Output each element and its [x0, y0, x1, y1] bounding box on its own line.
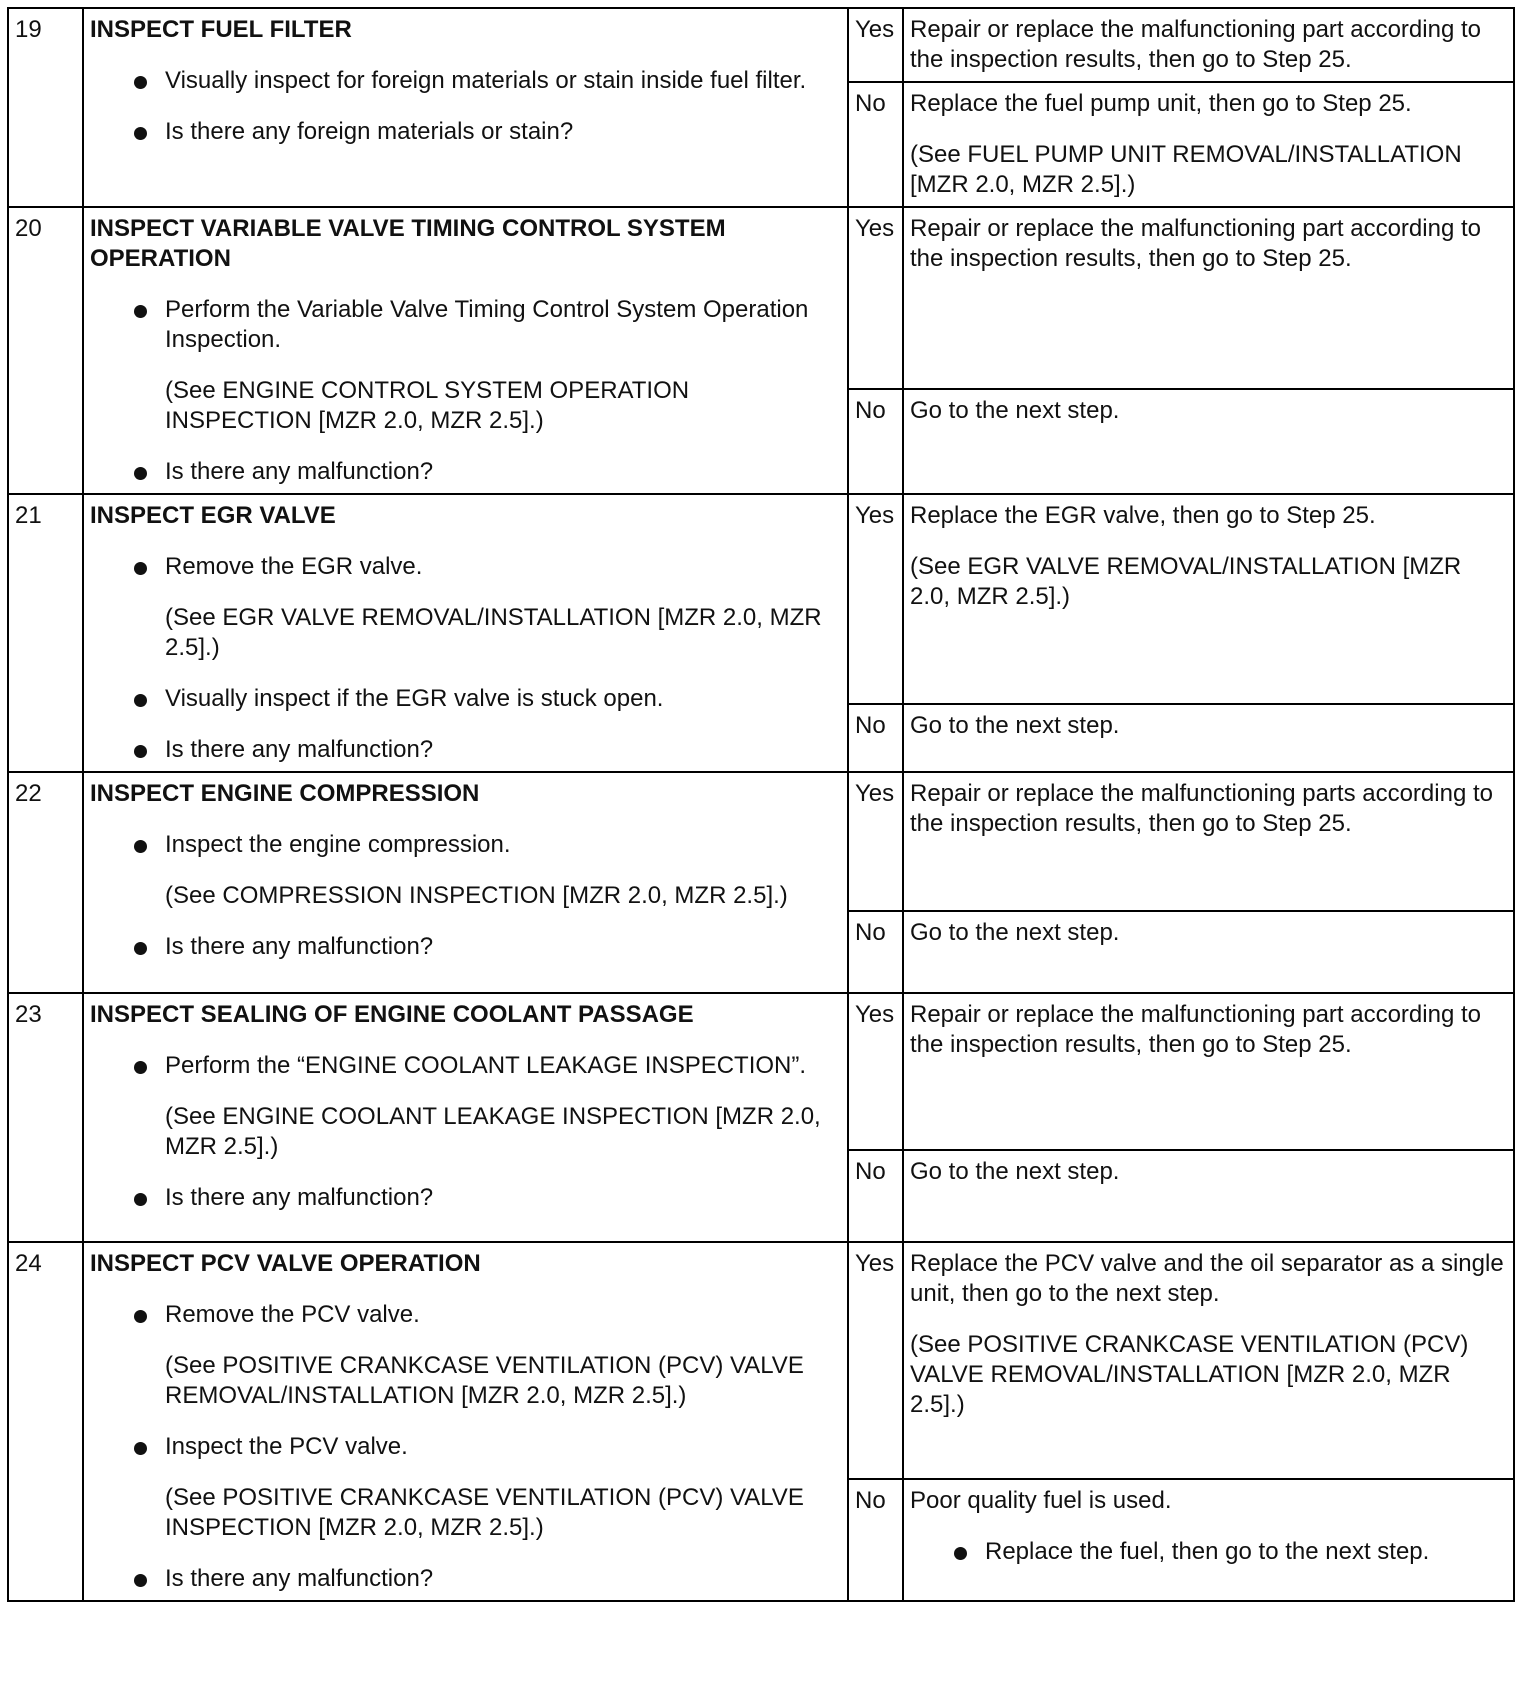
inspection-item-text: Is there any foreign materials or stain? [165, 118, 574, 145]
inspection-item-reference: (See ENGINE CONTROL SYSTEM OPERATION INSPECTION [MZR 2.0, MZR 2.5].) [165, 377, 690, 434]
inspection-item [90, 1300, 841, 1411]
inspection-list [90, 1300, 841, 1594]
yes-action [903, 1242, 1514, 1479]
diagnostic-table [7, 7, 1515, 1602]
no-action-text: Go to the next step. [910, 396, 1120, 424]
inspection-item-reference: (See EGR VALVE REMOVAL/INSTALLATION [MZR 2.0, MZR 2.5].) [165, 604, 822, 661]
no-action-item-text: Replace the fuel, then go to the next step. [985, 1537, 1430, 1565]
inspection-item [90, 1564, 841, 1594]
yes-action [903, 207, 1514, 389]
step-row [8, 207, 1514, 389]
inspection-item [90, 735, 841, 765]
no-action [903, 389, 1514, 494]
yes-label: Yes [848, 993, 903, 1150]
no-label: No [848, 911, 903, 993]
yes-action [903, 993, 1514, 1150]
yes-label: Yes [848, 8, 903, 82]
yes-action-text: Repair or replace the malfunctioning part according to the inspection results, then go to Step 25. [910, 1001, 1481, 1058]
no-action-text: (See FUEL PUMP UNIT REMOVAL/INSTALLATION [MZR 2.0, MZR 2.5].) [910, 141, 1462, 198]
step-row [8, 772, 1514, 911]
yes-action-text: Replace the EGR valve, then go to Step 25. [910, 502, 1376, 529]
diagnostic-table-body [8, 8, 1514, 1601]
yes-action-text: (See POSITIVE CRANKCASE VENTILATION (PCV) VALVE REMOVAL/INSTALLATION [MZR 2.0, MZR 2.5].) [910, 1331, 1469, 1418]
no-action-text: Replace the fuel pump unit, then go to Step 25. [910, 90, 1412, 117]
yes-action-text: Repair or replace the malfunctioning part according to the inspection results, then go to Step 25. [910, 16, 1481, 73]
inspection-list [90, 66, 841, 147]
no-label: No [848, 1150, 903, 1242]
yes-action [903, 772, 1514, 911]
step-row [8, 1242, 1514, 1479]
yes-action-text: Repair or replace the malfunctioning parts according to the inspection results, then go to Step 25. [910, 780, 1493, 837]
inspection-cell [83, 494, 848, 772]
inspection-item-text: Perform the Variable Valve Timing Control System Operation Inspection. [165, 296, 809, 353]
step-row [8, 993, 1514, 1150]
inspection-item [90, 295, 841, 436]
no-action-text: Go to the next step. [910, 711, 1120, 739]
inspection-item-text: Remove the PCV valve. [165, 1301, 420, 1328]
inspection-item [90, 66, 841, 96]
inspection-item-text: Perform the “ENGINE COOLANT LEAKAGE INSPECTION”. [165, 1052, 807, 1079]
yes-label: Yes [848, 1242, 903, 1479]
no-action-item [910, 1537, 1507, 1567]
no-action-text: Go to the next step. [910, 919, 1120, 946]
inspection-cell [83, 993, 848, 1242]
inspection-item-reference: (See POSITIVE CRANKCASE VENTILATION (PCV) VALVE INSPECTION [MZR 2.0, MZR 2.5].) [165, 1484, 804, 1541]
inspection-item-text: Is there any malfunction? [165, 736, 434, 763]
no-label: No [848, 389, 903, 494]
yes-label: Yes [848, 772, 903, 911]
inspection-item [90, 457, 841, 487]
yes-action-text: Repair or replace the malfunctioning part according to the inspection results, then go to Step 25. [910, 215, 1481, 272]
inspection-list [90, 295, 841, 487]
inspection-item-reference: (See ENGINE COOLANT LEAKAGE INSPECTION [MZR 2.0, MZR 2.5].) [165, 1103, 821, 1160]
inspection-item-text: Inspect the engine compression. [165, 831, 511, 858]
inspection-list [90, 830, 841, 962]
yes-action-text: (See EGR VALVE REMOVAL/INSTALLATION [MZR 2.0, MZR 2.5].) [910, 553, 1462, 610]
inspection-item-text: Is there any malfunction? [165, 1565, 434, 1592]
yes-action [903, 8, 1514, 82]
no-action [903, 1479, 1514, 1601]
inspection-item-text: Visually inspect if the EGR valve is stuck open. [165, 685, 664, 712]
no-action [903, 911, 1514, 993]
step-title: INSPECT PCV VALVE OPERATION [90, 1250, 481, 1277]
no-action [903, 82, 1514, 207]
inspection-item-text: Remove the EGR valve. [165, 553, 423, 580]
inspection-cell [83, 1242, 848, 1601]
inspection-cell [83, 772, 848, 993]
diagnostic-procedure-page [7, 7, 1513, 1677]
step-number: 23 [8, 993, 83, 1242]
no-label: No [848, 1479, 903, 1601]
inspection-item-text: Is there any malfunction? [165, 1184, 434, 1211]
no-action-text: Poor quality fuel is used. [910, 1486, 1172, 1514]
inspection-item [90, 1183, 841, 1213]
inspection-list [90, 1051, 841, 1213]
step-number: 24 [8, 1242, 83, 1601]
step-title: INSPECT FUEL FILTER [90, 16, 352, 43]
no-action [903, 1150, 1514, 1242]
step-title: INSPECT EGR VALVE [90, 502, 336, 529]
inspection-item [90, 684, 841, 714]
inspection-item-text: Visually inspect for foreign materials or stain inside fuel filter. [165, 67, 807, 94]
inspection-cell [83, 207, 848, 494]
no-label: No [848, 82, 903, 207]
step-row [8, 8, 1514, 82]
inspection-item [90, 117, 841, 147]
no-action [903, 704, 1514, 772]
yes-label: Yes [848, 207, 903, 389]
inspection-cell [83, 8, 848, 207]
inspection-item-text: Is there any malfunction? [165, 458, 434, 485]
inspection-item-text: Is there any malfunction? [165, 933, 434, 960]
step-title: INSPECT ENGINE COMPRESSION [90, 780, 480, 807]
step-row [8, 494, 1514, 704]
no-action-list [910, 1537, 1507, 1567]
yes-action [903, 494, 1514, 704]
inspection-item-reference: (See COMPRESSION INSPECTION [MZR 2.0, MZR 2.5].) [165, 882, 788, 909]
inspection-item [90, 830, 841, 911]
step-number: 21 [8, 494, 83, 772]
inspection-item [90, 1432, 841, 1543]
yes-label: Yes [848, 494, 903, 704]
step-number: 20 [8, 207, 83, 494]
no-action-text: Go to the next step. [910, 1158, 1120, 1185]
inspection-item [90, 552, 841, 663]
step-number: 22 [8, 772, 83, 993]
step-title: INSPECT SEALING OF ENGINE COOLANT PASSAGE [90, 1001, 694, 1028]
yes-action-text: Replace the PCV valve and the oil separator as a single unit, then go to the next step. [910, 1250, 1504, 1307]
step-number: 19 [8, 8, 83, 207]
inspection-item-reference: (See POSITIVE CRANKCASE VENTILATION (PCV) VALVE REMOVAL/INSTALLATION [MZR 2.0, MZR 2.5].) [165, 1352, 804, 1409]
inspection-item-text: Inspect the PCV valve. [165, 1433, 408, 1460]
step-title: INSPECT VARIABLE VALVE TIMING CONTROL SYSTEM OPERATION [90, 215, 726, 272]
inspection-list [90, 552, 841, 765]
no-label: No [848, 704, 903, 772]
inspection-item [90, 1051, 841, 1162]
inspection-item [90, 932, 841, 962]
